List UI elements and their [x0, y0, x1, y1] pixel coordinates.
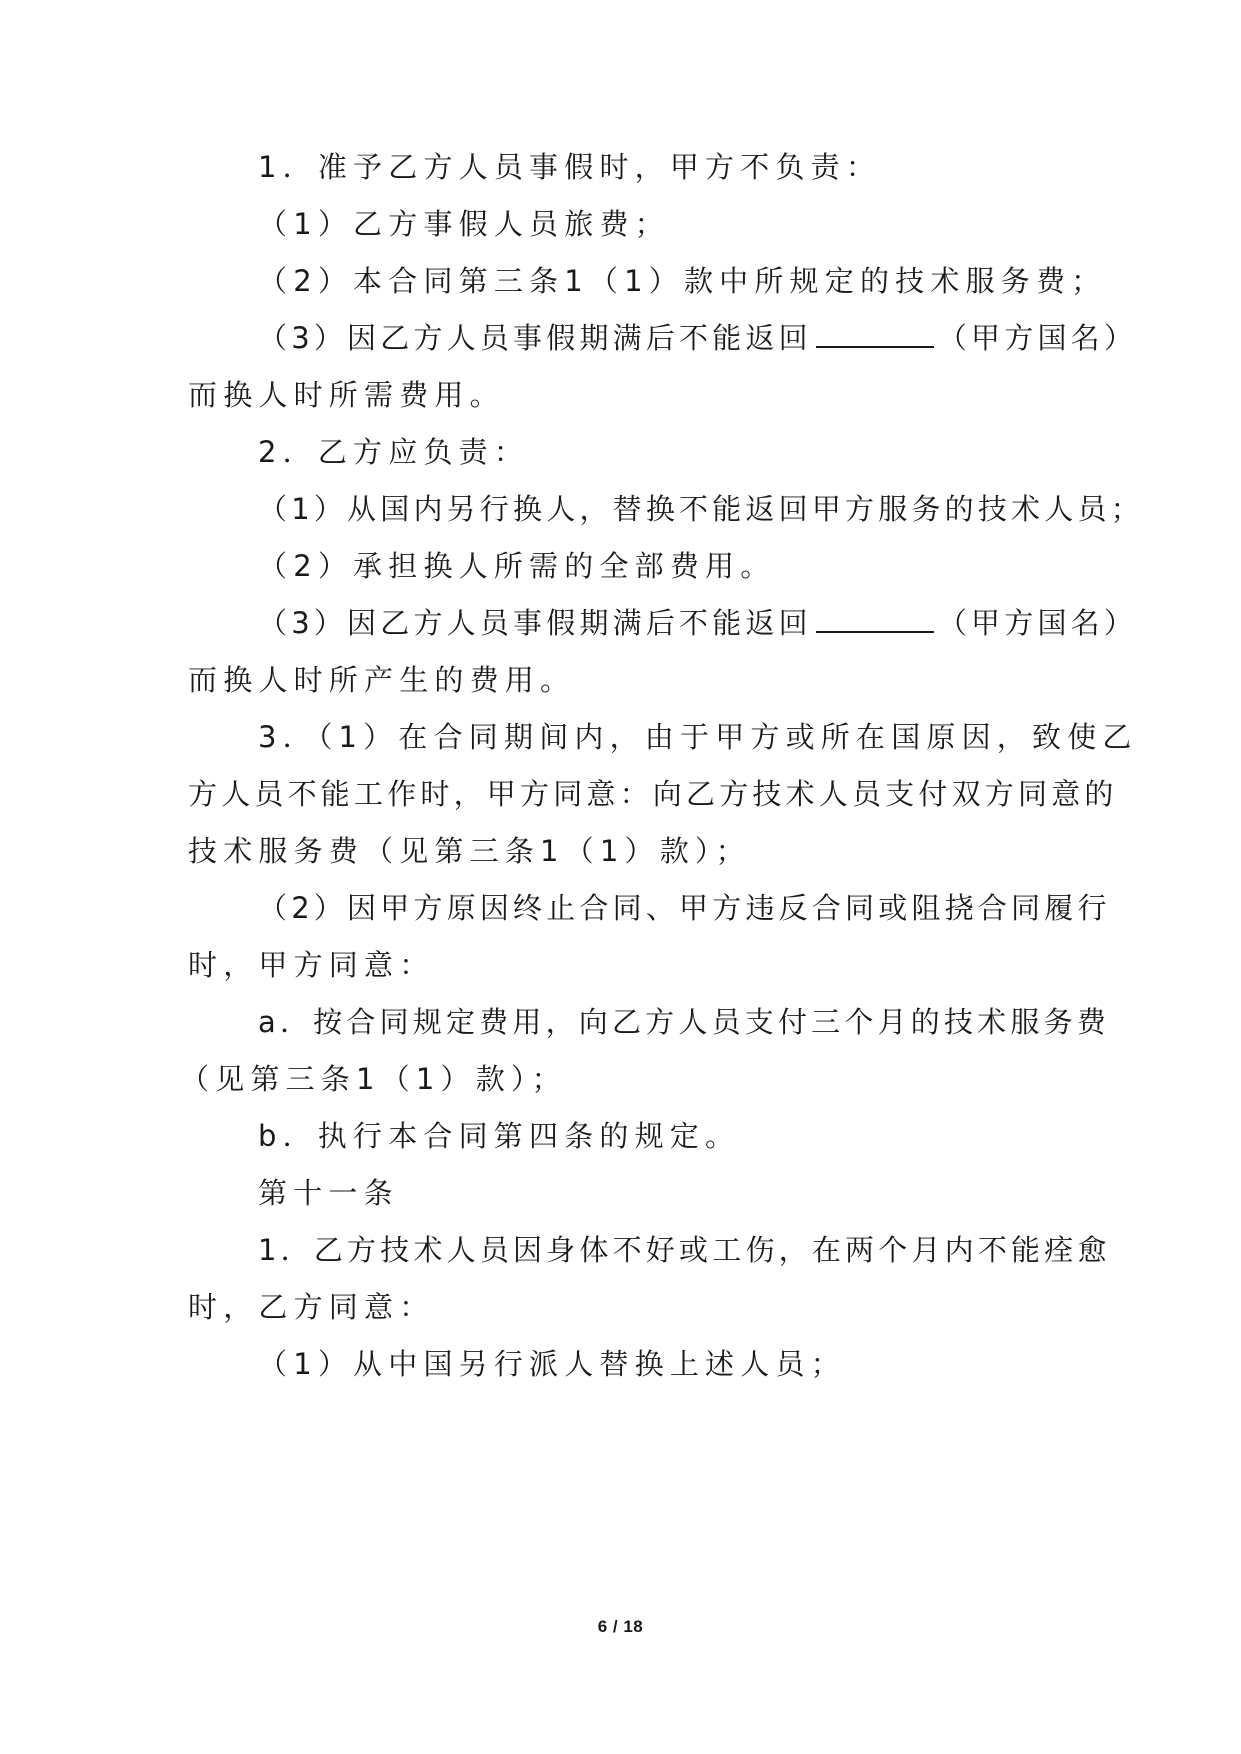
paragraph-text: （1）乙方事假人员旅费； [258, 207, 670, 241]
paragraph-line [0, 945, 1241, 985]
paragraph-text: （1）从中国另行派人替换上述人员； [258, 1347, 846, 1381]
paragraph-text: （2）因甲方原因终止合同、甲方违反合同或阻挠合同履行 [258, 891, 1111, 925]
paragraph-text: （2）本合同第三条1（1）款中所规定的技术服务费； [258, 264, 1107, 298]
fill-in-blank [816, 604, 934, 633]
paragraph-line [0, 1287, 1241, 1327]
paragraph-line [0, 1002, 1241, 1042]
paragraph-line [0, 261, 1241, 301]
paragraph-line [0, 432, 1241, 472]
paragraph-text: 技术服务费（见第三条1（1）款）； [188, 834, 751, 868]
paragraph-text-prefix: （3）因乙方人员事假期满后不能返回 [258, 321, 812, 355]
paragraph-line [0, 1116, 1241, 1156]
paragraph-text-suffix: （甲方国名） [937, 606, 1138, 640]
paragraph-text: （见第三条1（1）款）； [180, 1062, 567, 1096]
paragraph-line [0, 489, 1241, 529]
paragraph-text-prefix: （3）因乙方人员事假期满后不能返回 [258, 606, 812, 640]
section-heading: 第十一条 [258, 1176, 399, 1210]
paragraph-text: 方人员不能工作时，甲方同意：向乙方技术人员支付双方同意的 [188, 777, 1118, 811]
paragraph-text: （1）从国内另行换人，替换不能返回甲方服务的技术人员； [258, 492, 1144, 526]
paragraph-line [0, 660, 1241, 700]
paragraph-text: 时，甲方同意： [188, 948, 435, 982]
paragraph-line [0, 204, 1241, 244]
paragraph-text: （2）承担换人所需的全部费用。 [258, 549, 776, 583]
paragraph-line [0, 717, 1241, 757]
paragraph-text: 时，乙方同意： [188, 1290, 435, 1324]
paragraph-line [0, 603, 1241, 643]
paragraph-text-suffix: （甲方国名） [937, 321, 1138, 355]
paragraph-line [0, 318, 1241, 358]
paragraph-line [0, 1059, 1241, 1099]
paragraph-line [0, 1173, 1241, 1213]
paragraph-line [0, 888, 1241, 928]
paragraph-line [0, 1230, 1241, 1270]
paragraph-text: b．执行本合同第四条的规定。 [258, 1119, 741, 1153]
paragraph-text [258, 603, 1137, 643]
paragraph-line [0, 546, 1241, 586]
paragraph-line [0, 375, 1241, 415]
paragraph-text: 1．乙方技术人员因身体不好或工伤，在两个月内不能痊愈 [258, 1233, 1111, 1267]
paragraph-line [0, 147, 1241, 187]
paragraph-line [0, 831, 1241, 871]
paragraph-text [258, 318, 1137, 358]
paragraph-text: 1．准予乙方人员事假时，甲方不负责： [258, 150, 882, 184]
paragraph-text: 而换人时所产生的费用。 [188, 663, 576, 697]
paragraph-line [0, 1344, 1241, 1384]
paragraph-text: 2．乙方应负责： [258, 435, 530, 469]
page-number: 6 / 18 [597, 1617, 644, 1636]
paragraph-text: 3．（1）在合同期间内，由于甲方或所在国原因，致使乙 [258, 720, 1138, 754]
paragraph-line [0, 774, 1241, 814]
paragraph-text: a．按合同规定费用，向乙方人员支付三个月的技术服务费 [258, 1005, 1110, 1039]
paragraph-text: 而换人时所需费用。 [188, 378, 505, 412]
fill-in-blank [816, 319, 934, 348]
